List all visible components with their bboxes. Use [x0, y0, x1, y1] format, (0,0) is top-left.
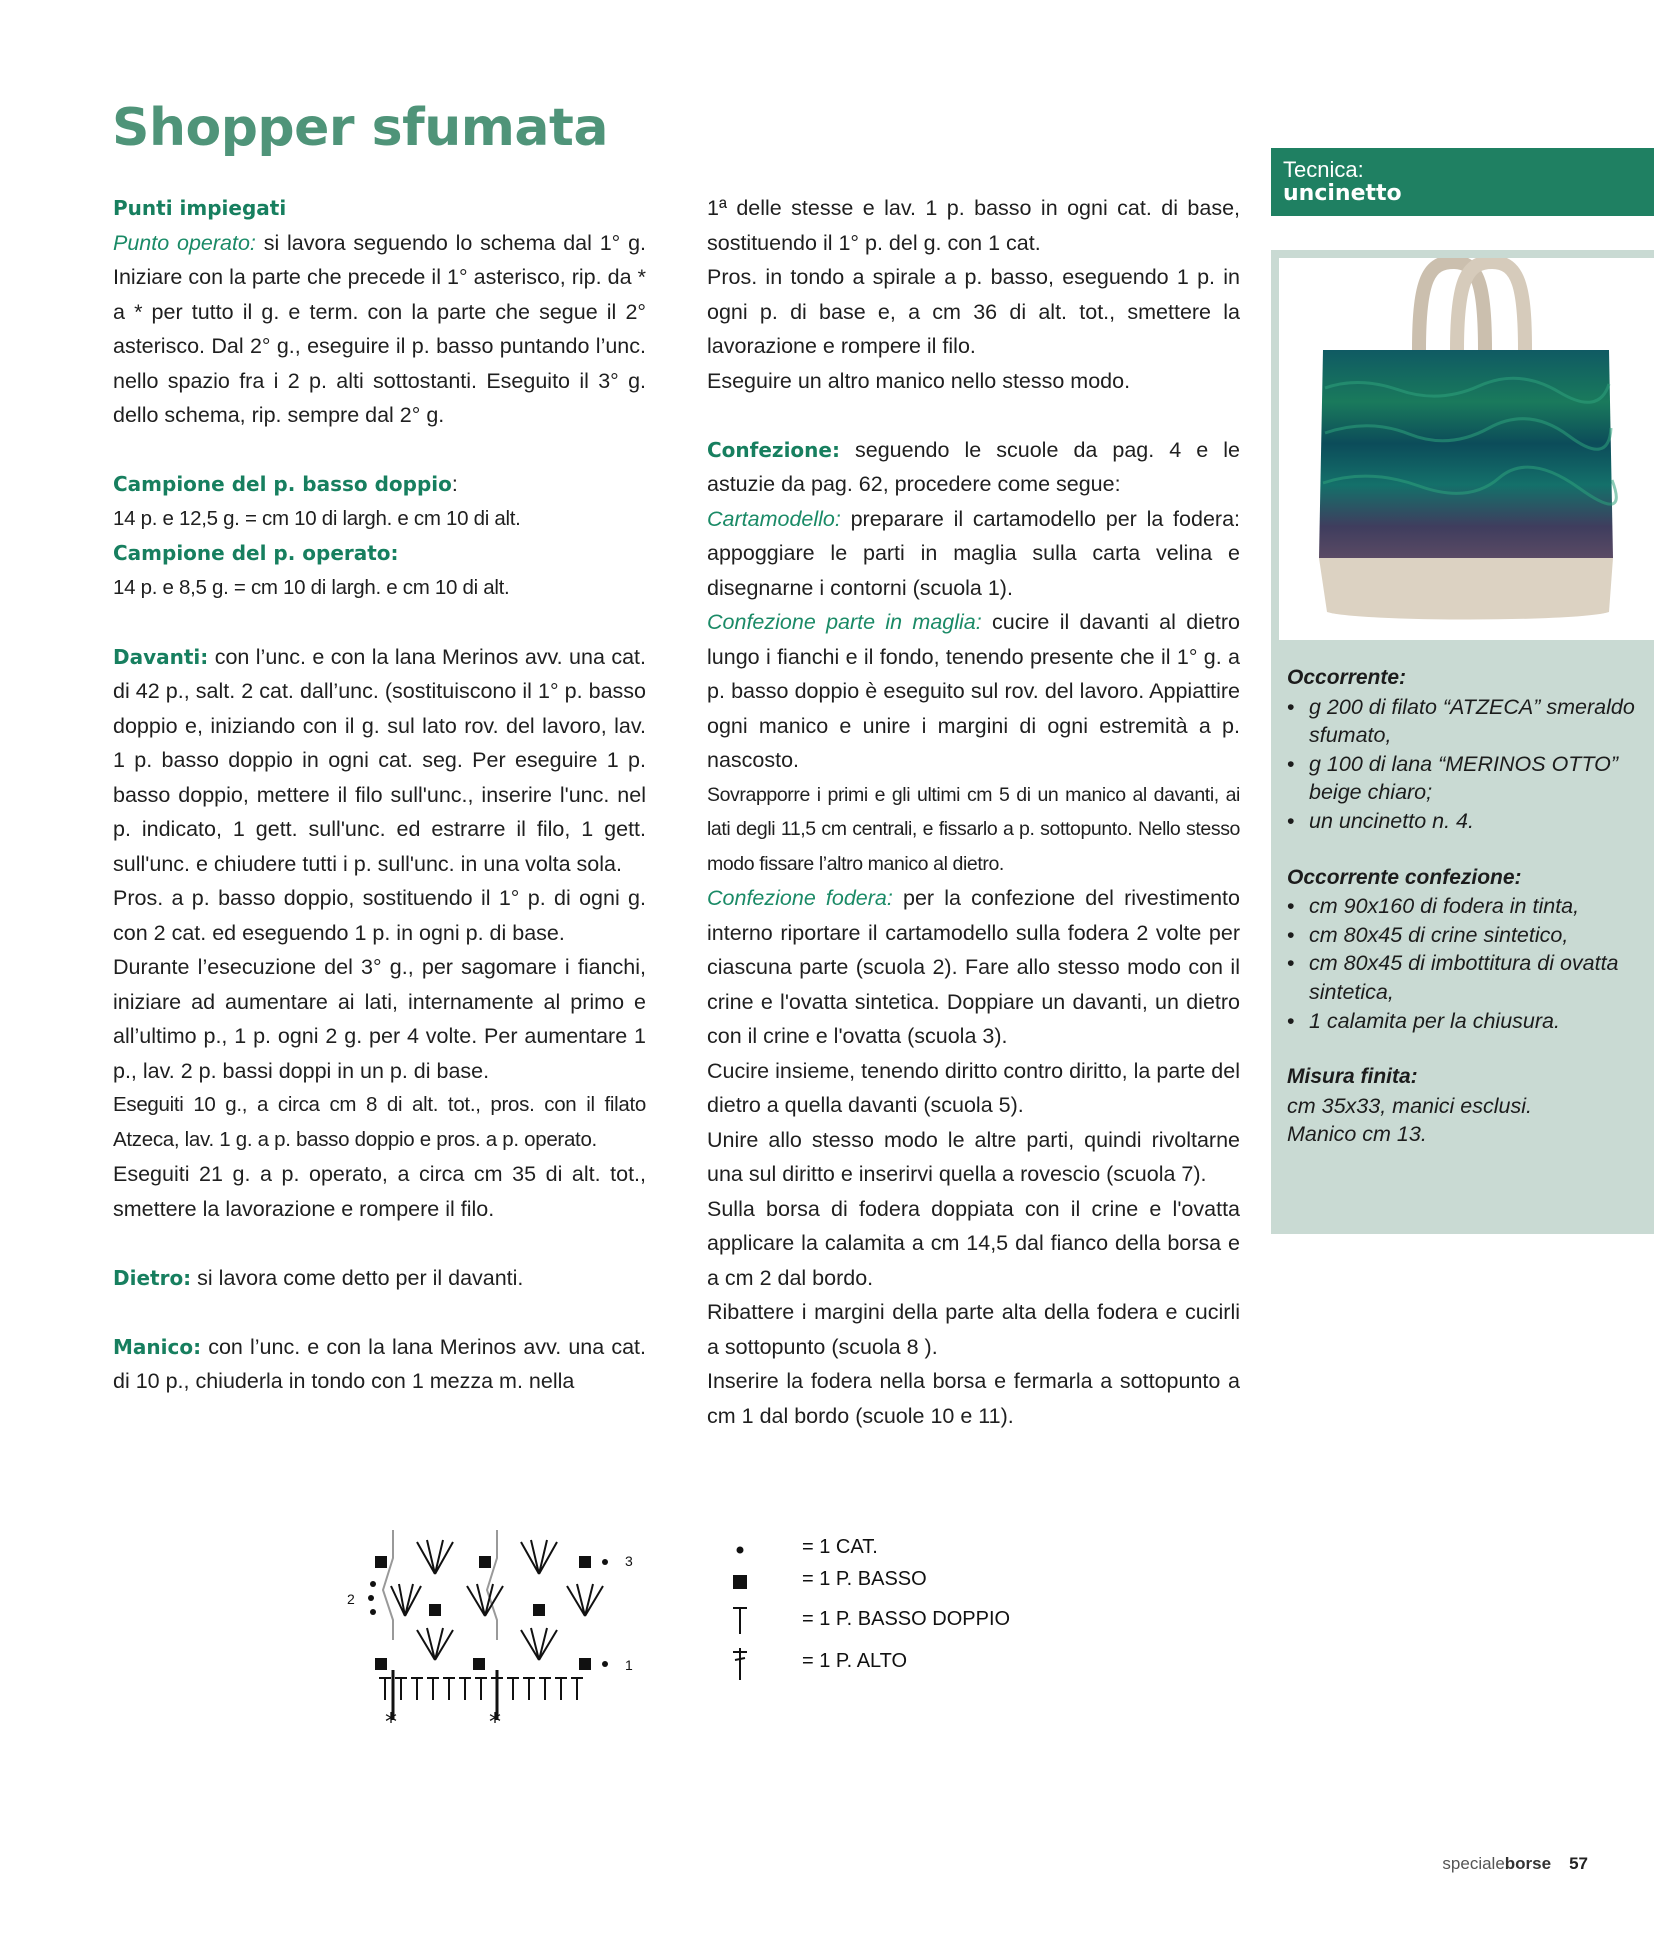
punto-operato-text: si lavora seguendo lo schema dal 1° g. Iniziare con la parte che precede il 1° asterisco, rip. da * a * per tutto il g. e term. con la parte che segue il 2° asterisco. Dal 2° g., eseguire il p. basso puntando l’unc. nello spazio fra i 2 p. alti sottostanti. Eseguito il 3° g. dello schema, rip. sempre dal 2° g.	[113, 230, 647, 427]
legend-text: = 1 P. BASSO	[802, 1568, 927, 1590]
base-row	[379, 1678, 583, 1700]
dietro-label: Dietro:	[113, 1265, 192, 1290]
maglia-text: cucire il davanti al dietro lungo i fianchi e il fondo, tenendo presente che il 1° g. a p. basso doppio è eseguito sul rov. del lavoro. Appiattire ogni manico e unire i margini di ogni estremità a p. nascosto.	[707, 610, 1240, 772]
fodera-text: per la confezione del rivestimento interno riportare il cartamodello sulla fodera 2 volte per ciascuna parte (scuola 2). Fare allo stesso modo con il crine e l'ovatta sintetica. Doppiare un davanti, un dietro con il crine e l'ovatta (scuola 3).	[707, 886, 1240, 1048]
manico-label: Manico:	[113, 1334, 202, 1359]
punti-heading: Punti impiegati	[113, 196, 287, 220]
davanti-text: con l’unc. e con la lana Merinos avv. una cat. di 42 p., salt. 2 cat. dall’unc. (sostituiscono il 1° p. basso doppio e, iniziando con il g. sul lato rov. del lavoro, lav. 1 p. basso doppio in ogni cat. seg. Per eseguire 1 p. basso doppio, mettere il filo sull'unc., inserire l'unc. nel p. indicato, 1 gett. sull'unc. ed estrarre il filo, 1 gett. sull'unc. e chiudere tutti i p. sull'unc. in una volta sola.	[113, 644, 646, 876]
page-footer	[1442, 1854, 1588, 1874]
basso-doppio-icon	[720, 1604, 760, 1638]
maglia-label: Confezione parte in maglia:	[707, 610, 982, 634]
punto-operato-label: Punto operato:	[113, 230, 256, 255]
row-label-2: 2	[347, 1591, 355, 1607]
legend-row-alto	[720, 1646, 1060, 1680]
davanti-p4: Eseguiti 10 g., a circa cm 8 di alt. tot., pros. con il filato Atzeca, lav. 1 g. a p. basso doppio e pros. a p. operato.	[113, 1093, 646, 1151]
list-item: • g 100 di lana “MERINOS OTTO” beige chiaro;	[1287, 750, 1638, 807]
davanti-p2: Pros. a p. basso doppio, sostituendo il 1° p. di ogni g. con 2 cat. ed eseguendo 1 p. in ogni p. di base.	[113, 886, 646, 945]
product-photo	[1279, 258, 1654, 640]
punto-operato-paragraph	[113, 226, 646, 433]
legend-text: = 1 CAT.	[802, 1536, 878, 1558]
square-icon	[720, 1564, 760, 1598]
maglia-paragraph	[707, 605, 1240, 778]
left-column	[113, 191, 646, 1399]
product-photo-frame	[1271, 250, 1654, 640]
campione2-text: 14 p. e 8,5 g. = cm 10 di largh. e cm 10 di alt.	[113, 575, 510, 599]
misura-line1: cm 35x33, manici esclusi.	[1287, 1093, 1532, 1118]
alto-icon	[720, 1646, 760, 1680]
davanti-p3: Durante l’esecuzione del 3° g., per sagomare i fianchi, iniziare ad aumentare ai lati, internamente al primo e all’ultimo p., 1 p. ogni 2 g. per 4 volte. Per aumentare 1 p., lav. 2 p. bassi doppi in un p. di base.	[113, 955, 646, 1083]
dietro-text: si lavora come detto per il davanti.	[191, 1265, 524, 1290]
list-item: • cm 90x160 di fodera in tinta,	[1287, 892, 1638, 921]
tecnica-value: uncinetto	[1283, 181, 1402, 206]
materials-panel	[1271, 640, 1654, 1234]
bag-illustration	[1279, 258, 1654, 640]
mid-p3: Eseguire un altro manico nello stesso modo.	[707, 368, 1131, 393]
davanti-label: Davanti:	[113, 644, 209, 669]
confezione-list	[1287, 892, 1638, 1035]
legend-text: = 1 P. BASSO DOPPIO	[802, 1608, 1011, 1630]
inserire-paragraph: Inserire la fodera nella borsa e fermarla a sottopunto a cm 1 dal bordo (scuole 10 e 11).	[707, 1369, 1240, 1428]
sulla-paragraph: Sulla borsa di fodera doppiata con il crine e l'ovatta applicare la calamita a cm 14,5 dal fianco della borsa e a cm 2 dal bordo.	[707, 1196, 1240, 1290]
list-item: • 1 calamita per la chiusura.	[1287, 1007, 1638, 1036]
fodera-label: Confezione fodera:	[707, 886, 893, 910]
row-label-1: 1	[625, 1657, 633, 1673]
davanti-paragraph	[113, 640, 646, 882]
footer-brand-a: speciale	[1442, 1854, 1505, 1873]
bag-base	[1319, 558, 1613, 620]
row-label-3: 3	[625, 1553, 633, 1569]
cartamodello-label: Cartamodello:	[707, 506, 841, 531]
manico-text: con l’unc. e con la lana Merinos avv. una cat. di 10 p., chiuderla in tondo con 1 mezza m. nella	[113, 1334, 646, 1393]
dietro-paragraph	[113, 1261, 646, 1296]
sovrapporre-paragraph: Sovrapporre i primi e gli ultimi cm 5 di un manico al davanti, ai lati degli 11,5 cm centrali, e fissarlo a p. sottopunto. Nello stesso modo fissare l’altro manico al dietro.	[707, 783, 1240, 875]
dot-icon	[720, 1532, 760, 1566]
campione2-heading: Campione del p. operato:	[113, 541, 399, 565]
confezione-text: seguendo le scuole da pag. 4 e le astuzie da pag. 62, procedere come segue:	[707, 437, 1240, 496]
unire-paragraph: Unire allo stesso modo le altre parti, quindi rivoltarne una sul diritto e inserirvi quella a rovescio (scuola 7).	[707, 1127, 1240, 1186]
stitch-chart	[335, 1520, 665, 1740]
list-item: • cm 80x45 di crine sintetico,	[1287, 921, 1638, 950]
davanti-p5: Eseguiti 21 g. a p. operato, a circa cm 35 di alt. tot., smettere la lavorazione e rompere il filo.	[113, 1162, 646, 1221]
cartamodello-paragraph	[707, 502, 1240, 606]
mid-p2: Pros. in tondo a spirale a p. basso, eseguendo 1 p. in ogni p. di base e, a cm 36 di alt. tot., smettere la lavorazione e rompere il filo.	[707, 265, 1240, 358]
page-title: Shopper sfumata	[112, 98, 608, 158]
asterisk-2: *	[489, 1708, 501, 1736]
legend-row-cat	[720, 1532, 1060, 1566]
cucire-paragraph: Cucire insieme, tenendo diritto contro diritto, la parte del dietro a quella davanti (scuola 5).	[707, 1058, 1240, 1117]
stitch-legend	[720, 1532, 1060, 1692]
confezione-heading: Occorrente confezione:	[1287, 865, 1522, 889]
legend-text: = 1 P. ALTO	[802, 1650, 908, 1672]
asterisk-1: *	[385, 1708, 397, 1736]
fodera-paragraph	[707, 881, 1240, 1054]
campione1-heading: Campione del p. basso doppio	[113, 472, 452, 496]
campione1-text: 14 p. e 12,5 g. = cm 10 di largh. e cm 10 di alt.	[113, 506, 521, 530]
confezione-label: Confezione:	[707, 437, 840, 462]
misura-line2: Manico cm 13.	[1287, 1122, 1427, 1147]
occorrente-heading: Occorrente:	[1287, 666, 1407, 689]
mid-p1: 1ª delle stesse e lav. 1 p. basso in ogni cat. di base, sostituendo il 1° p. del g. con 1 cat.	[707, 196, 1240, 255]
occorrente-list	[1287, 693, 1638, 836]
list-item: • cm 80x45 di imbottitura di ovatta sintetica,	[1287, 949, 1638, 1006]
cartamodello-text: preparare il cartamodello per la fodera: appoggiare le parti in maglia sulla carta velina e disegnarne i contorni (scuola 1).	[707, 506, 1240, 600]
confezione-paragraph	[707, 433, 1240, 502]
misura-heading: Misura finita:	[1287, 1065, 1418, 1089]
manico-paragraph	[113, 1330, 646, 1399]
footer-brand-b: borse	[1504, 1854, 1552, 1873]
legend-row-basso	[720, 1564, 1060, 1598]
tecnica-box	[1271, 148, 1654, 216]
list-item: • g 200 di filato “ATZECA” smeraldo sfumato,	[1287, 693, 1638, 750]
page-number: 57	[1569, 1854, 1588, 1873]
legend-row-basso-doppio	[720, 1604, 1060, 1638]
middle-column	[707, 191, 1240, 1433]
stitch-chart-diagram	[335, 1520, 665, 1740]
campione1-colon: :	[451, 472, 458, 496]
list-item: • un uncinetto n. 4.	[1287, 807, 1638, 836]
tecnica-label: Tecnica:	[1283, 157, 1364, 182]
ribattere-paragraph: Ribattere i margini della parte alta della fodera e cucirli a sottopunto (scuola 8 ).	[707, 1300, 1240, 1359]
